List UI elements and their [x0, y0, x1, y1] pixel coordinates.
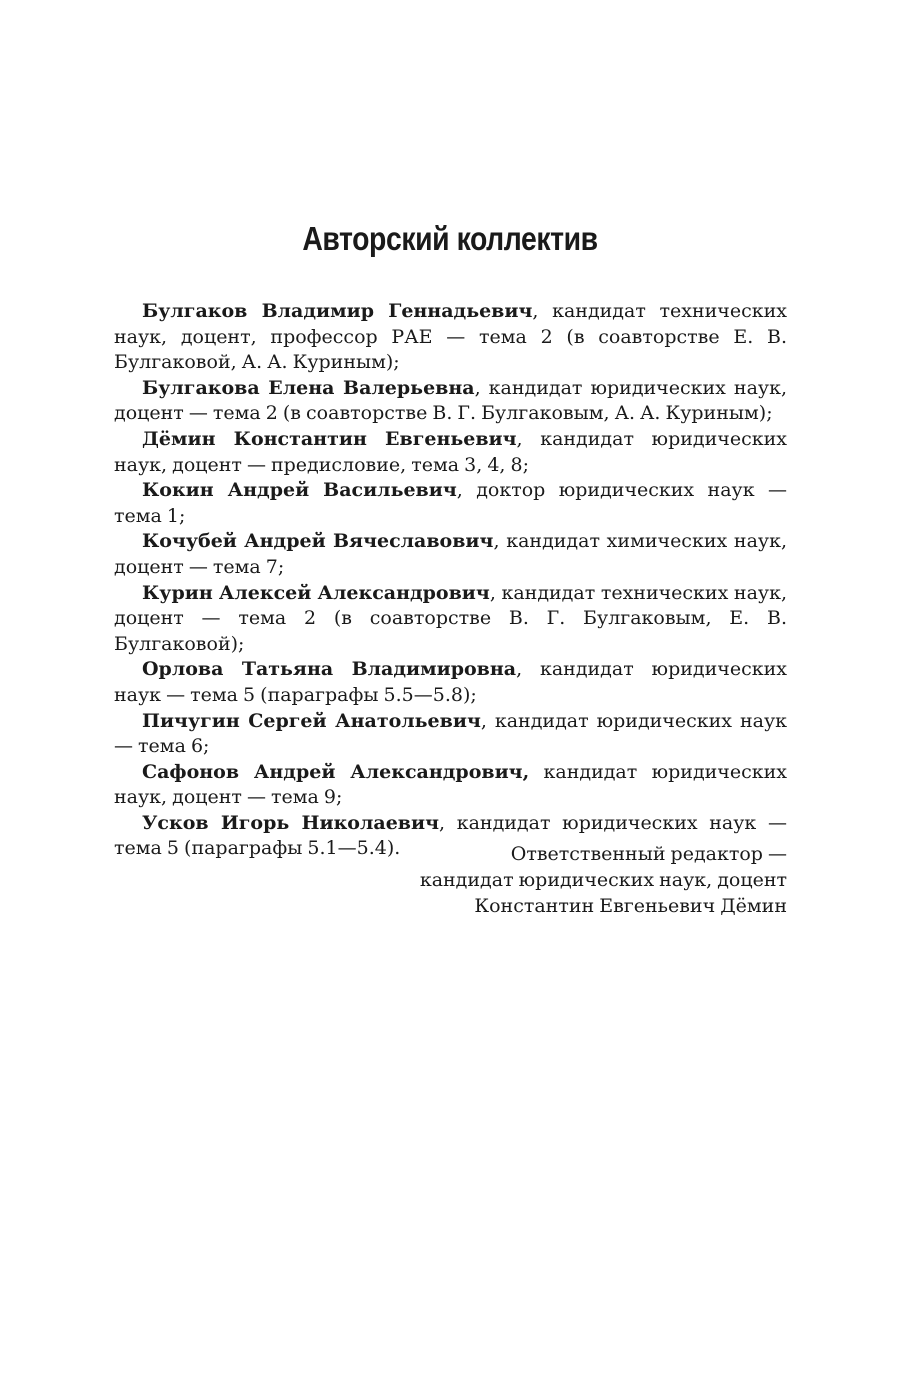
author-list: [114, 299, 787, 862]
editor-role: Ответственный редактор —: [510, 843, 787, 865]
author-name: Орлова Татьяна Владимировна: [142, 658, 517, 681]
author-entry: [114, 709, 787, 760]
author-details: , кандидат юридических наук — тема 6;: [114, 709, 788, 758]
author-entry: [114, 478, 787, 529]
author-details: , кандидат юридических наук — тема 5 (параграфы 5.5—5.8);: [114, 658, 787, 706]
author-entry: [114, 299, 787, 376]
responsible-editor: [420, 841, 787, 919]
author-details: , кандидат технических наук, доцент — тема 2 (в соавторстве В. Г. Булгаковым, Е. В. Булгаковой);: [114, 581, 787, 655]
author-entry: [114, 581, 787, 658]
author-entry: [114, 376, 787, 427]
author-details: , кандидат технических наук, доцент, профессор РАЕ — тема 2 (в соавторстве Е. В. Булгаковой, А. А. Куриным);: [114, 300, 787, 374]
author-name: Кокин Андрей Васильевич: [142, 479, 457, 502]
author-entry: [114, 657, 787, 708]
page-title: Авторский коллектив: [302, 220, 598, 257]
author-name: Булгаков Владимир Геннадьевич: [142, 300, 533, 322]
author-entry: [114, 529, 787, 580]
author-name: Кочубей Андрей Вячеславович: [142, 530, 494, 553]
author-name: Сафонов Андрей Александрович,: [142, 760, 530, 783]
editor-degree: кандидат юридических наук, доцент: [419, 869, 787, 891]
author-details: , кандидат химических наук, доцент — тема 7;: [114, 530, 788, 578]
author-details: кандидат юридических наук, доцент — тема 9;: [114, 760, 788, 809]
author-name: Усков Игорь Николаевич: [142, 811, 439, 834]
editor-name: Константин Евгеньевич Дёмин: [474, 895, 787, 917]
author-name: Пичугин Сергей Анатольевич: [142, 709, 481, 732]
author-entry: [114, 760, 787, 811]
author-name: Курин Алексей Александрович: [142, 581, 490, 604]
author-details: , кандидат юридических наук, доцент — предисловие, тема 3, 4, 8;: [114, 427, 787, 476]
author-details: , кандидат юридических наук, доцент — тема 2 (в соавторстве В. Г. Булгаковым, А. А. Куриным);: [114, 376, 787, 425]
author-details: , доктор юридических наук — тема 1;: [114, 479, 787, 527]
author-name: Булгакова Елена Валерьевна: [142, 376, 475, 399]
author-entry: [114, 427, 787, 478]
author-details: , кандидат юридических наук — тема 5 (параграфы 5.1—5.4).: [114, 811, 787, 860]
author-name: Дёмин Константин Евгеньевич: [142, 427, 517, 450]
